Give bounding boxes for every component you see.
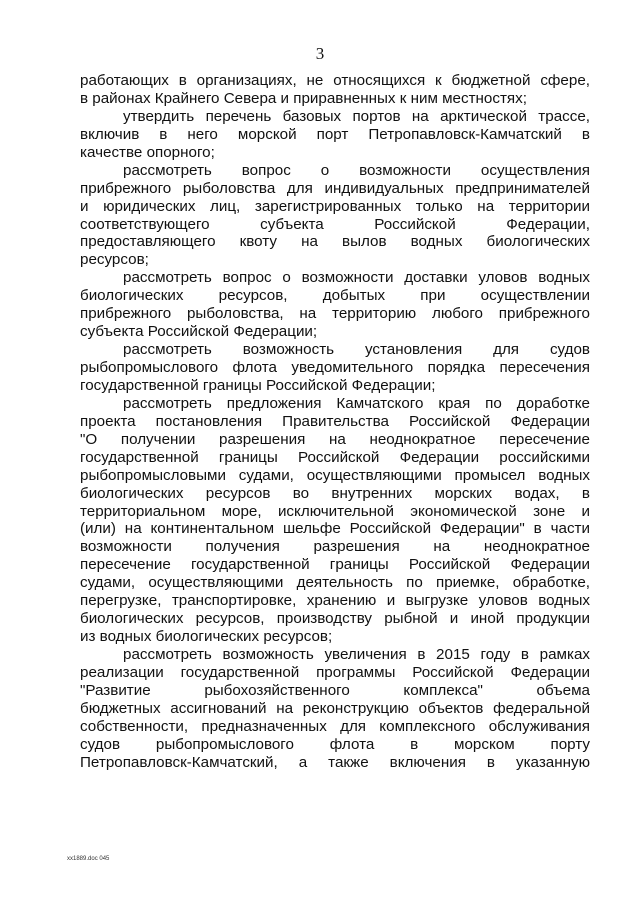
text-line: рассмотреть возможность установления для судов (123, 341, 590, 359)
text-line: реализации государственной программы Российской Федерации (80, 663, 590, 681)
text-line: бюджетных ассигнований на реконструкцию объектов федеральной (80, 699, 590, 717)
text-line: "Развитие рыбохозяйственного комплекса" объема (80, 681, 590, 699)
text-line: из водных биологических ресурсов; (80, 628, 333, 646)
text-line: территориальном море, исключительной экономической зоне и (80, 502, 590, 520)
text-line: субъекта Российской Федерации; (80, 323, 318, 341)
document-body (80, 72, 590, 772)
text-line: в районах Крайнего Севера и приравненных к ним местностях; (80, 89, 527, 107)
text-line: (или) на континентальном шельфе Российской Федерации" в части (80, 520, 590, 538)
text-line: качестве опорного; (80, 143, 215, 161)
text-line: перегрузке, транспортировке, хранению и выгрузке уловов водных (80, 592, 590, 610)
text-line: проекта постановления Правительства Российской Федерации (80, 412, 590, 430)
text-line: возможности получения разрешения на неоднократное (80, 538, 590, 556)
text-line: рассмотреть вопрос о возможности доставки уловов водных (123, 269, 590, 287)
text-line: рассмотреть вопрос о возможности осуществления (123, 161, 590, 179)
text-line: работающих в организациях, не относящихся к бюджетной сфере, (80, 72, 590, 89)
page-number: 3 (315, 44, 325, 63)
text-line: предоставляющего квоту на вылов водных биологических (80, 233, 590, 251)
text-line: рыбопромысловыми судами, осуществляющими промысел водных (80, 466, 590, 484)
text-line: рыбопромыслового флота уведомительного порядка пересечения (80, 359, 590, 376)
text-line: судами, осуществляющими деятельность по приемке, обработке, (80, 574, 590, 592)
text-line: государственной границы Российской Федерации; (80, 376, 436, 394)
text-line: рассмотреть возможность увеличения в 2015 году в рамках (123, 646, 590, 663)
text-line: Петропавловск-Камчатский, а также включения в указанную (80, 753, 590, 771)
text-line: прибрежного рыболовства для индивидуальных предпринимателей (80, 179, 590, 197)
text-line: собственности, предназначенных для комплексного обслуживания (80, 717, 590, 735)
text-line: ресурсов; (80, 251, 149, 269)
text-line: рассмотреть предложения Камчатского края по доработке (123, 394, 590, 412)
text-line: биологических ресурсов, добытых при осуществлении (80, 287, 590, 305)
document-footer-code: хх1889.doc 045 (67, 856, 110, 862)
text-line: государственной границы Российской Федерации российскими (80, 448, 590, 466)
text-line: "О получении разрешения на неоднократное пересечение (80, 430, 590, 448)
text-line: биологических ресурсов, производству рыбной и иной продукции (80, 610, 590, 628)
text-line: судов рыбопромыслового флота в морском порту (80, 735, 590, 753)
text-line: прибрежного рыболовства, на территорию любого прибрежного (80, 305, 590, 323)
text-line: биологических ресурсов во внутренних морских водах, в (80, 484, 590, 502)
text-line: пересечение государственной границы Российской Федерации (80, 556, 590, 574)
text-line: включив в него морской порт Петропавловск-Камчатский в (80, 125, 590, 143)
text-line: и юридических лиц, зарегистрированных только на территории (80, 197, 590, 215)
text-line: соответствующего субъекта Российской Федерации, (80, 215, 590, 233)
text-line: утвердить перечень базовых портов на арктической трассе, (123, 107, 590, 125)
